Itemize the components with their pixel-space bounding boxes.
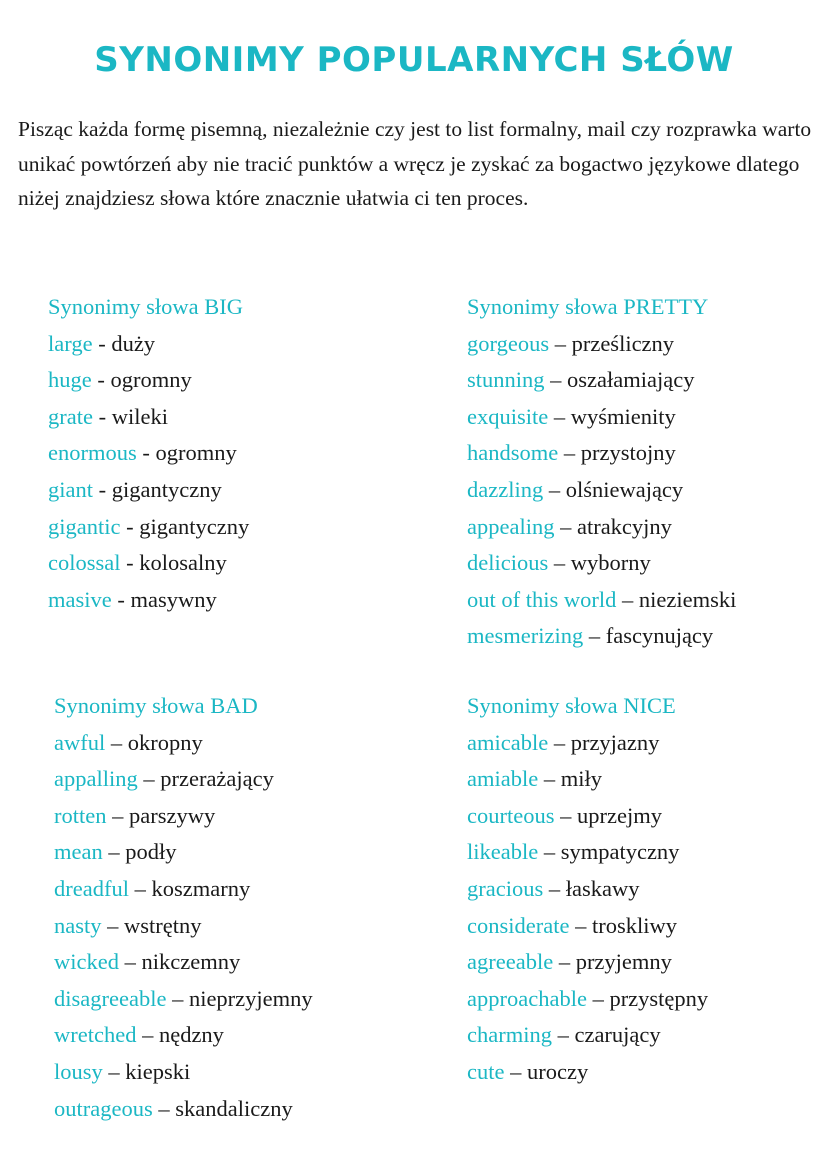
english-word: disagreeable [54, 985, 167, 1011]
synonym-row [54, 798, 313, 835]
english-word: stunning [467, 367, 545, 393]
polish-translation: wyśmienity [570, 403, 676, 429]
english-word: out of this world [467, 586, 617, 612]
separator-dash: – [569, 912, 592, 938]
separator-dash: – [118, 949, 142, 975]
synonyms-section-bad [54, 688, 313, 1127]
polish-translation: wileki [111, 403, 168, 429]
polish-translation: sympatyczny [560, 839, 680, 865]
polish-translation: przystępny [609, 985, 709, 1011]
polish-translation: czarujący [574, 1022, 661, 1048]
synonym-row [467, 472, 736, 509]
english-word: nasty [54, 912, 102, 938]
synonym-row [467, 545, 736, 582]
synonym-row [467, 981, 708, 1018]
english-word: exquisite [467, 403, 549, 429]
english-word: charming [467, 1022, 552, 1048]
english-word: cute [467, 1058, 505, 1084]
synonym-list [467, 326, 736, 655]
synonym-row [467, 944, 708, 981]
english-word: giant [48, 476, 93, 502]
polish-translation: gigantyczny [111, 476, 222, 502]
separator-dash: – [152, 1095, 176, 1121]
english-word: considerate [467, 912, 570, 938]
polish-translation: troskliwy [591, 912, 677, 938]
separator-dash: – [543, 476, 566, 502]
polish-translation: parszywy [128, 802, 216, 828]
english-word: appalling [54, 766, 138, 792]
synonym-row [467, 798, 708, 835]
english-word: handsome [467, 440, 559, 466]
synonym-row [54, 871, 313, 908]
english-word: awful [54, 729, 106, 755]
english-word: likeable [467, 839, 539, 865]
polish-translation: nieprzyjemny [188, 985, 313, 1011]
section-heading: Synonimy słowa PRETTY [467, 294, 709, 319]
synonyms-section-big [48, 289, 249, 618]
polish-translation: uroczy [526, 1058, 589, 1084]
polish-translation: miły [560, 766, 602, 792]
separator-dash: – [548, 729, 571, 755]
english-word: masive [48, 586, 112, 612]
synonym-row [467, 326, 736, 363]
polish-translation: przyjemny [575, 949, 672, 975]
polish-translation: ogromny [155, 440, 237, 466]
polish-translation: skandaliczny [175, 1095, 293, 1121]
english-word: gracious [467, 875, 544, 901]
synonyms-section-nice [467, 688, 708, 1091]
separator-dash: – [102, 1058, 126, 1084]
synonym-row [54, 1054, 313, 1091]
polish-translation: podły [125, 839, 177, 865]
english-word: lousy [54, 1058, 103, 1084]
english-word: approachable [467, 985, 587, 1011]
section-heading: Synonimy słowa BAD [54, 693, 258, 718]
section-heading: Synonimy słowa NICE [467, 693, 676, 718]
separator-dash: – [544, 367, 568, 393]
separator-dash: – [586, 985, 610, 1011]
synonym-list [48, 326, 249, 619]
separator-dash: – [166, 985, 189, 1011]
english-word: outrageous [54, 1095, 153, 1121]
synonym-row [467, 362, 736, 399]
synonym-row [467, 908, 708, 945]
polish-translation: fascynujący [605, 623, 714, 649]
polish-translation: atrakcyjny [576, 513, 672, 539]
separator-dash: – [554, 802, 577, 828]
polish-translation: przystojny [580, 440, 676, 466]
polish-translation: wstrętny [124, 912, 202, 938]
english-word: wretched [54, 1022, 137, 1048]
synonym-row [48, 399, 249, 436]
separator-dash: - [93, 476, 112, 502]
separator-dash: – [137, 766, 161, 792]
separator-dash: – [128, 875, 152, 901]
synonym-row [467, 871, 708, 908]
english-word: colossal [48, 550, 121, 576]
english-word: enormous [48, 440, 137, 466]
polish-translation: duży [111, 330, 156, 356]
synonym-row [467, 582, 736, 619]
synonym-row [48, 545, 249, 582]
english-word: dazzling [467, 476, 544, 502]
intro-paragraph: Pisząc każda formę pisemną, niezależnie czy jest to list formalny, mail czy rozprawka warto unikać powtórzeń aby nie tracić punktów a wręcz je zyskać za bogactwo językowe dlatego niżej znajdziesz słowa które znacznie ułatwia ci ten proces. [18, 117, 812, 210]
polish-translation: nędzny [158, 1022, 224, 1048]
english-word: mean [54, 839, 103, 865]
polish-translation: uprzejmy [576, 802, 662, 828]
separator-dash: – [504, 1058, 527, 1084]
synonym-list [54, 725, 313, 1128]
separator-dash: - [120, 550, 140, 576]
synonym-row [54, 944, 313, 981]
polish-translation: nieziemski [638, 586, 737, 612]
synonym-row [467, 834, 708, 871]
separator-dash: – [105, 729, 128, 755]
synonym-row [48, 435, 249, 472]
separator-dash: – [583, 623, 606, 649]
separator-dash: – [551, 1022, 575, 1048]
separator-dash: – [554, 513, 577, 539]
separator-dash: - [92, 330, 112, 356]
english-word: wicked [54, 949, 119, 975]
english-word: courteous [467, 802, 555, 828]
synonym-row [48, 509, 249, 546]
synonym-row [54, 834, 313, 871]
english-word: dreadful [54, 875, 129, 901]
english-word: gigantic [48, 513, 121, 539]
separator-dash: - [136, 440, 156, 466]
synonym-row [48, 326, 249, 363]
page-title: SYNONIMY POPULARNYCH SŁÓW [94, 40, 734, 80]
synonym-row [54, 725, 313, 762]
synonym-row [54, 1017, 313, 1054]
polish-translation: kiepski [125, 1058, 191, 1084]
english-word: mesmerizing [467, 623, 584, 649]
separator-dash: – [558, 440, 581, 466]
polish-translation: kolosalny [139, 550, 227, 576]
synonym-row [54, 1091, 313, 1128]
english-word: huge [48, 367, 92, 393]
synonym-row [467, 509, 736, 546]
synonym-row [467, 1054, 708, 1091]
english-word: rotten [54, 802, 107, 828]
synonym-row [48, 362, 249, 399]
english-word: gorgeous [467, 330, 550, 356]
synonym-row [467, 725, 708, 762]
polish-translation: koszmarny [151, 875, 251, 901]
separator-dash: – [136, 1022, 159, 1048]
separator-dash: – [538, 839, 561, 865]
synonym-row [48, 472, 249, 509]
separator-dash: - [120, 513, 140, 539]
english-word: delicious [467, 550, 549, 576]
english-word: appealing [467, 513, 555, 539]
polish-translation: łaskawy [565, 875, 640, 901]
synonym-row [467, 435, 736, 472]
separator-dash: – [102, 839, 126, 865]
separator-dash: - [111, 586, 131, 612]
synonym-row [467, 761, 708, 798]
synonym-row [54, 761, 313, 798]
separator-dash: – [549, 330, 572, 356]
synonym-row [54, 981, 313, 1018]
separator-dash: – [538, 766, 561, 792]
synonym-list [467, 725, 708, 1091]
separator-dash: – [543, 875, 566, 901]
separator-dash: - [91, 367, 111, 393]
synonyms-section-pretty [467, 289, 736, 655]
english-word: amiable [467, 766, 539, 792]
english-word: agreeable [467, 949, 554, 975]
synonym-row [467, 1017, 708, 1054]
section-heading: Synonimy słowa BIG [48, 294, 244, 319]
polish-translation: okropny [127, 729, 203, 755]
synonym-row [48, 582, 249, 619]
polish-translation: oszałamiający [567, 367, 695, 393]
polish-translation: przyjazny [570, 729, 660, 755]
synonym-row [54, 908, 313, 945]
separator-dash: - [92, 403, 112, 429]
polish-translation: prześliczny [571, 330, 675, 356]
english-word: grate [48, 403, 93, 429]
english-word: amicable [467, 729, 549, 755]
separator-dash: – [553, 949, 576, 975]
polish-translation: olśniewający [565, 476, 684, 502]
separator-dash: – [101, 912, 124, 938]
polish-translation: przerażający [160, 766, 274, 792]
separator-dash: – [548, 403, 571, 429]
polish-translation: nikczemny [141, 949, 241, 975]
polish-translation: ogromny [110, 367, 192, 393]
polish-translation: masywny [130, 586, 217, 612]
separator-dash: – [548, 550, 571, 576]
polish-translation: gigantyczny [139, 513, 250, 539]
separator-dash: – [616, 586, 639, 612]
synonym-row [467, 618, 736, 655]
english-word: large [48, 330, 93, 356]
synonym-row [467, 399, 736, 436]
polish-translation: wyborny [570, 550, 651, 576]
separator-dash: – [106, 802, 129, 828]
